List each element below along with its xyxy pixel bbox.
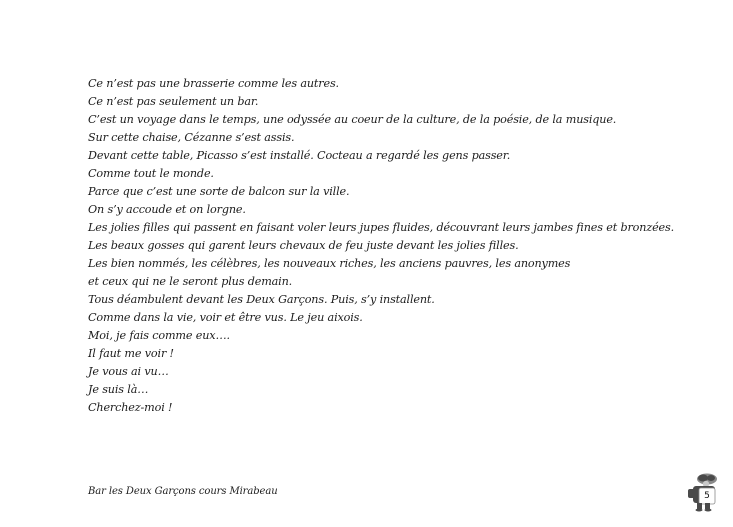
poem-line: On s’y accoude et on lorgne. (88, 203, 246, 216)
poem-line: Les jolies filles qui passent en faisant voler leurs jupes fluides, découvrant leurs jambes fines et bronzées. (88, 221, 675, 234)
poem-line: Tous déambulent devant les Deux Garçons. Puis, s’y installent. (88, 293, 435, 306)
poem-line: Ce n’est pas une brasserie comme les autres. (88, 77, 339, 90)
poem-line: Les bien nommés, les célèbres, les nouveaux riches, les anciens pauvres, les anonymes (88, 257, 571, 270)
poem-text (88, 75, 674, 417)
photo-caption: Bar les Deux Garçons cours Mirabeau (88, 486, 278, 497)
poem-line: C’est un voyage dans le temps, une odyssée au coeur de la culture, de la poésie, de la musique. (88, 113, 617, 126)
poem-line: Cherchez-moi ! (88, 401, 173, 414)
poem-line: Je vous ai vu… (88, 365, 169, 378)
poem-line: Ce n’est pas seulement un bar. (88, 95, 259, 108)
poem-line: et ceux qui ne le seront plus demain. (88, 275, 293, 288)
poem-line: Il faut me voir ! (88, 347, 174, 360)
poem-line: Moi, je fais comme eux…. (88, 329, 230, 342)
poem-line: Sur cette chaise, Cézanne s’est assis. (88, 131, 295, 144)
poem-line: Comme dans la vie, voir et être vus. Le jeu aixois. (88, 311, 363, 324)
poem-line: Parce que c’est une sorte de balcon sur la ville. (88, 185, 350, 198)
poem-line: Les beaux gosses qui garent leurs chevaux de feu juste devant les jolies filles. (88, 239, 519, 252)
page-number: 5 (704, 491, 710, 501)
page-badge (685, 472, 721, 512)
poem-line: Je suis là… (88, 383, 149, 396)
poem-line: Devant cette table, Picasso s’est installé. Cocteau a regardé les gens passer. (88, 149, 511, 162)
poem-line: Comme tout le monde. (88, 167, 214, 180)
